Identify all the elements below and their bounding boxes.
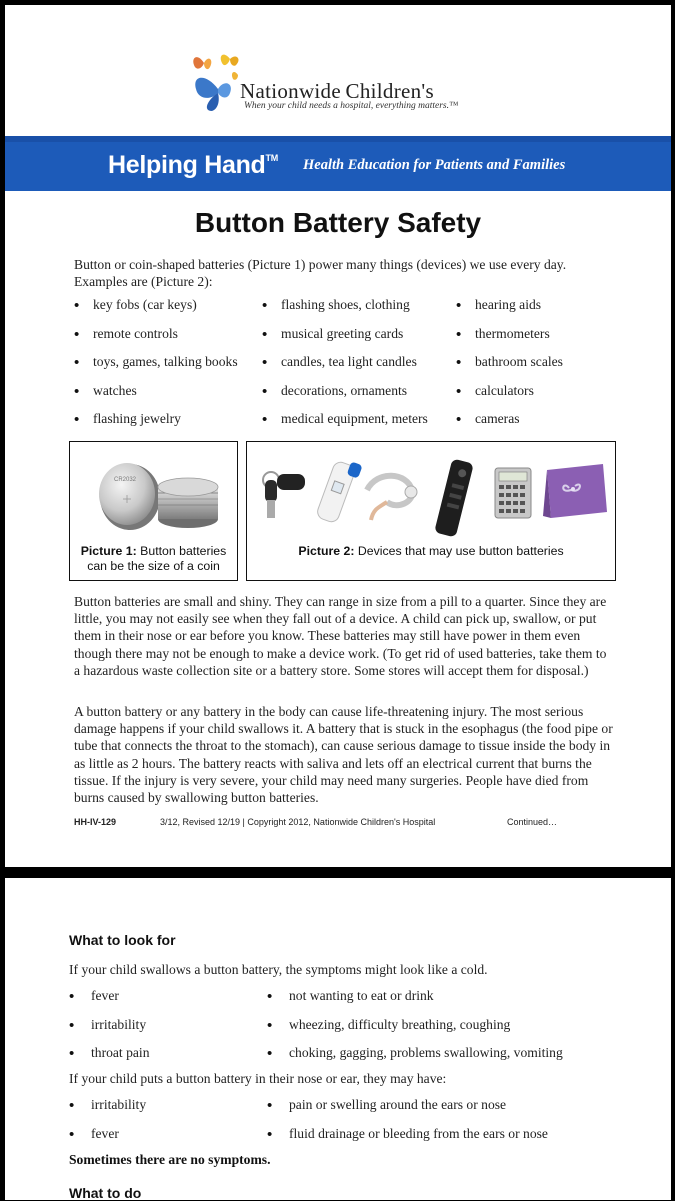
list-item: • calculators [456,383,563,412]
list-item: • fluid drainage or bleeding from the ears or nose [267,1126,548,1155]
list-item: • not wanting to eat or drink [267,988,563,1017]
list-item: • cameras [456,411,563,440]
list-item: • bathroom scales [456,354,563,383]
list-item: • fever [69,988,150,1017]
examples-column-1 [74,297,238,440]
banner-title: Helping Hand™ [108,151,278,179]
picture-2-caption: Picture 2: Devices that may use button batteries [298,544,564,558]
butterfly-icon [190,49,246,113]
hospital-name: Nationwide Children's [240,79,434,103]
picture-1-caption: Picture 1: Button batteries can be the size of a coin [80,544,227,573]
banner-subtitle: Health Education for Patients and Families [303,157,566,173]
intro-paragraph: Button or coin-shaped batteries (Picture 1) power many things (devices) we use every day. Examples are (Picture 2): [74,257,567,290]
helping-hand-banner [5,136,671,191]
list-item: • remote controls [74,326,238,355]
thermometer-icon [315,460,362,524]
list-item: • candles, tea light candles [262,354,428,383]
list-item: • flashing jewelry [74,411,238,440]
document-code: HH-IV-129 [74,817,117,827]
list-item: • throat pain [69,1045,150,1074]
battery-label: CR2032 [114,477,137,483]
no-symptoms-note: Sometimes there are no symptoms. [69,1152,271,1167]
list-item: • wheezing, difficulty breathing, coughing [267,1017,563,1046]
key-fob-icon [263,472,305,518]
nose-symptoms-column-2 [267,1097,548,1154]
greeting-card-icon [543,464,607,518]
swallow-symptoms-column-2 [267,988,563,1074]
list-item: • choking, gagging, problems swallowing, vomiting [267,1045,563,1074]
list-item: • toys, games, talking books [74,354,238,383]
list-item: • pain or swelling around the ears or nose [267,1097,548,1126]
list-item: • flashing shoes, clothing [262,297,428,326]
nose-ear-intro: If your child puts a button battery in their nose or ear, they may have: [69,1071,447,1086]
picture-2-figure [246,441,616,581]
list-item: • irritability [69,1017,150,1046]
list-item: • key fobs (car keys) [74,297,238,326]
list-item: • fever [69,1126,146,1155]
hospital-tagline: When your child needs a hospital, everything matters.™ [244,101,459,111]
hospital-logo [190,49,480,119]
list-item: • medical equipment, meters [262,411,428,440]
list-item: • decorations, ornaments [262,383,428,412]
section-heading-what-to-look-for: What to look for [69,932,176,948]
button-battery-image [70,447,237,542]
document-page-1 [5,5,671,867]
document-title: Button Battery Safety [194,207,482,238]
battery-description-paragraph: Button batteries are small and shiny. They can range in size from a pill to a quarter. Since they are little, you may not easily see when they fall out of a device. A child can pick up, swallow, or put them in their nose or ear before you know. These batteries may still have power in them even though there may not be enough to make a device work. (To get rid of used batteries, take them to a hazardous waste collection site or a battery store. Some stores will accept them for disposal.) [74,594,607,678]
list-item: • irritability [69,1097,146,1126]
picture-1-figure [69,441,238,581]
nose-symptoms-column-1 [69,1097,146,1154]
examples-column-2 [262,297,428,440]
list-item: • musical greeting cards [262,326,428,355]
swallow-intro: If your child swallows a button battery, the symptoms might look like a cold. [69,962,488,977]
list-item: • thermometers [456,326,563,355]
calculator-icon [495,468,531,518]
examples-column-3 [456,297,563,440]
injury-paragraph: A button battery or any battery in the body can cause life-threatening injury. The most serious damage happens if your child swallows it. A battery that is stuck in the esophagus (the food pipe or tube that connects the throat to the stomach), can cause serious damage to tissue inside the body in as little as 2 hours. The battery reacts with saliva and lets off an electrical current that burns the tissue. If the injury is very severe, your child may need many surgeries. People have died from burns caused by swallowing button batteries. [74,704,613,806]
remote-control-icon [434,458,474,537]
section-heading-what-to-do: What to do [69,1185,142,1201]
revision-copyright: 3/12, Revised 12/19 | Copyright 2012, Nationwide Children's Hospital [160,817,436,827]
devices-image [247,450,615,540]
hearing-aid-icon [367,476,417,520]
list-item: • hearing aids [456,297,563,326]
list-item: • watches [74,383,238,412]
continued-label: Continued… [507,817,558,827]
swallow-symptoms-column-1 [69,988,150,1074]
